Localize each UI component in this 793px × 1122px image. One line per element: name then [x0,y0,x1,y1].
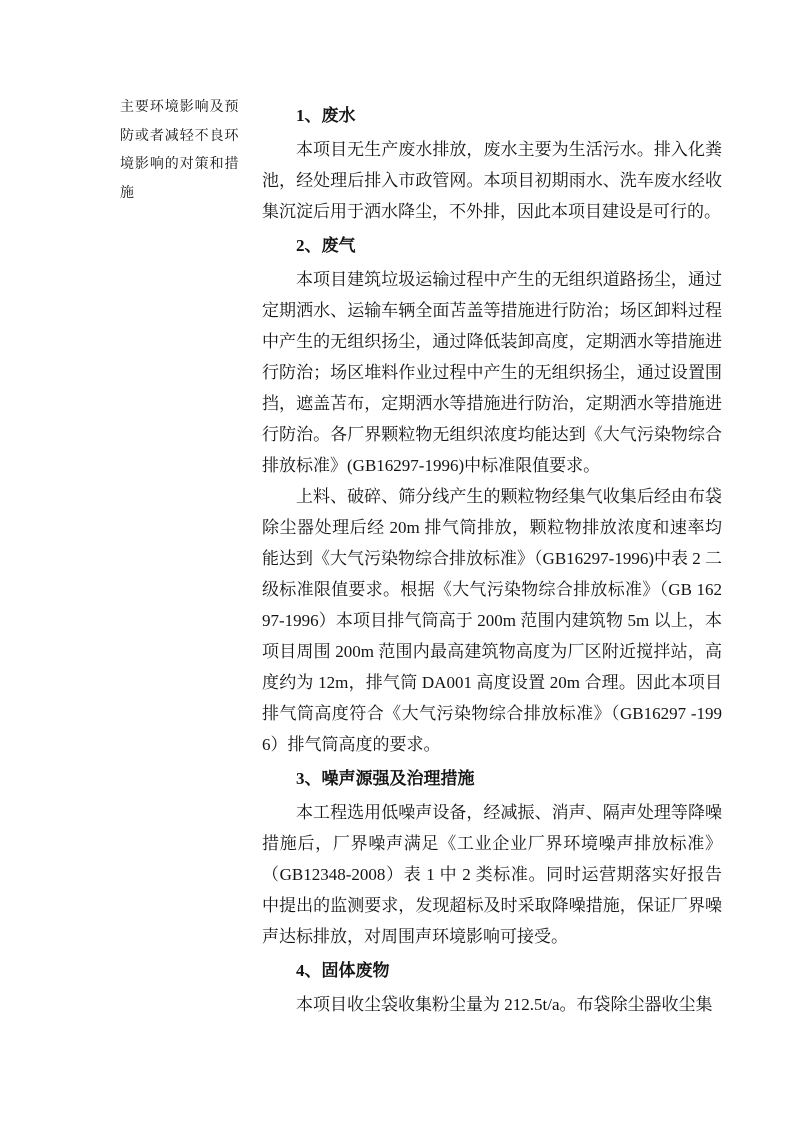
section-2-paragraph-1: 本项目建筑垃圾运输过程中产生的无组织道路扬尘，通过定期洒水、运输车辆全面苫盖等措施进行防治；场区卸料过程中产生的无组织扬尘，通过降低装卸高度，定期洒水等措施进行防治；场区堆料作业过程中产生的无组织扬尘，通过设置围挡，遮盖苫布，定期洒水等措施进行防治，定期洒水等措施进行防治。各厂界颗粒物无组织浓度均能达到《大气污染物综合排放标准》(GB16297-1996)中标准限值要求。 [262,270,722,475]
row-label: 主要环境影响及预防或者减轻不良环境影响的对策和措施 [120,100,239,201]
section-heading-2: 2、废气 [296,236,356,255]
measures-content [262,97,722,1020]
section-heading-1: 1、废水 [296,106,356,125]
section-1-paragraph-1: 本项目无生产废水排放，废水主要为生活污水。排入化粪池，经处理后排入市政管网。本项目初期雨水、洗车废水经收集沉淀后用于洒水降尘，不外排，因此本项目建设是可行的。 [262,140,722,221]
section-heading-4: 4、固体废物 [296,961,390,980]
section-2-paragraph-2: 上料、破碎、筛分线产生的颗粒物经集气收集后经由布袋除尘器处理后经 20m 排气筒排放，颗粒物排放浓度和速率均能达到《大气污染物综合排放标准》（GB16297-1996)中表 2 二级标准限值要求。根据《大气污染物综合排放标准》（GB 16297-1996）本项目排气筒高于 200m 范围内建筑物 5m 以上，本项目周围 200m 范围内最高建筑物高度为厂区附近搅拌站，高度约为 12m，排气筒 DA001 高度设置 20m 合理。因此本项目排气筒高度符合《大气污染物综合排放标准》（GB16297 -1996）排气筒高度的要求。 [262,487,722,754]
section-heading-3: 3、噪声源强及治理措施 [296,769,475,788]
section-3-paragraph-1: 本工程选用低噪声设备，经减振、消声、隔声处理等降噪措施后，厂界噪声满足《工业企业厂界环境噪声排放标准》（GB12348-2008）表 1 中 2 类标准。同时运营期落实好报告中提出的监测要求，发现超标及时采取降噪措施，保证厂界噪声达标排放，对周围声环境影响可接受。 [262,803,722,946]
section-4-paragraph-1: 本项目收尘袋收集粉尘量为 212.5t/a。布袋除尘器收尘集 [296,995,713,1014]
